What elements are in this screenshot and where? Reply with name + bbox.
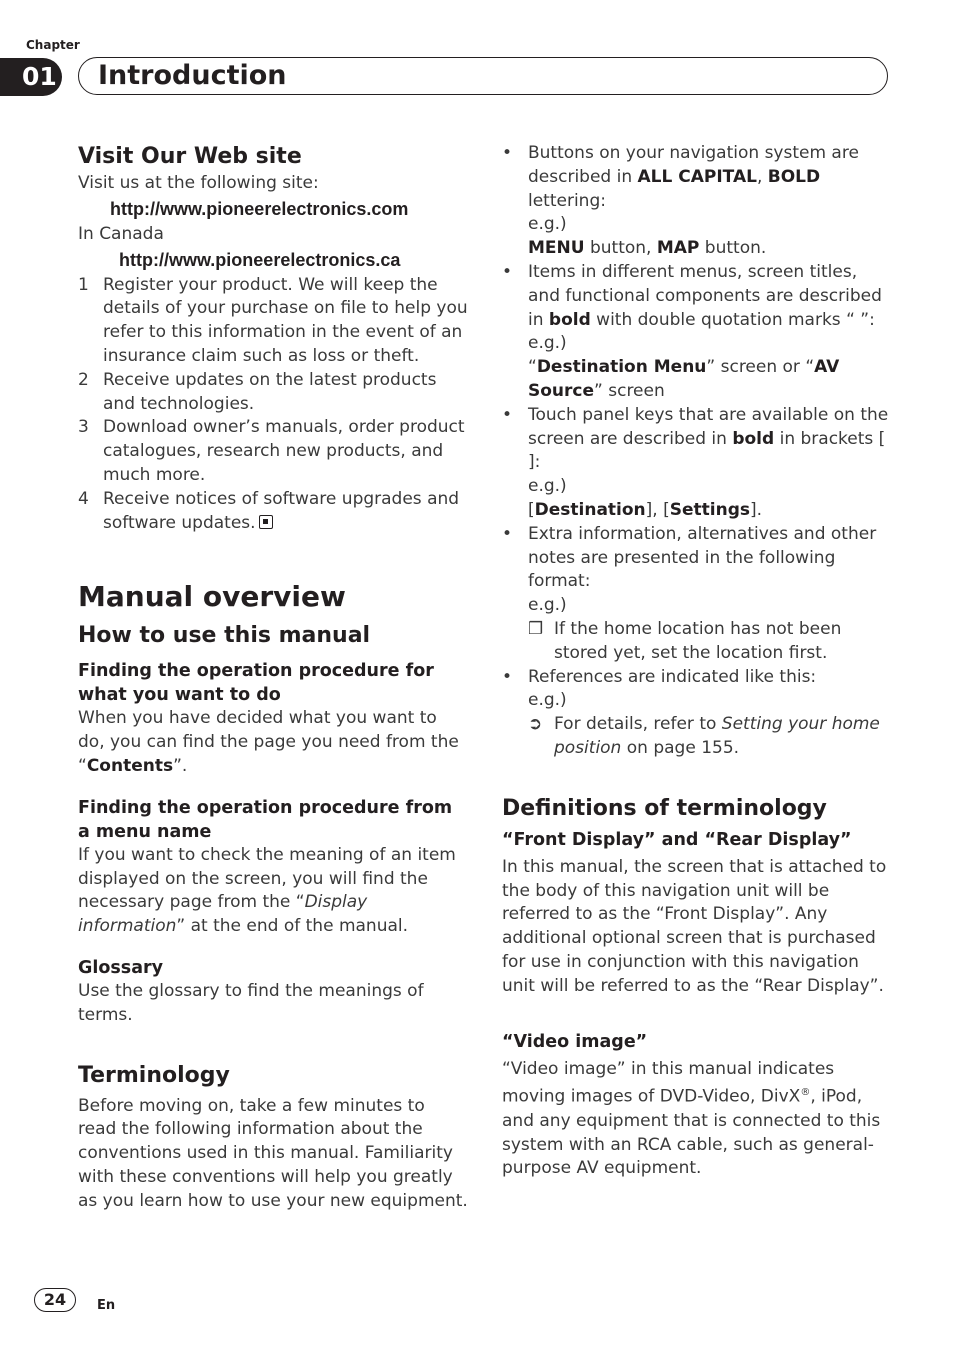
list-item: 4 Receive notices of software upgrades and software updates. [78,488,460,533]
list-item: 2 Receive updates on the latest products and technologies. [78,369,437,414]
page-number: 24 [34,1288,76,1312]
finding-menu-heading: Finding the operation procedure from a menu name [78,797,453,842]
note-box-icon: ❒ [528,618,544,639]
video-image-heading: “Video image” [502,1031,648,1052]
list-item: • Items in different menus, screen titles, and functional components are described in bold with double quotation marks “ ”: e.g.) “Destination Menu” screen or “AV Source” screen [502,261,882,401]
arrow-icon: ➲ [528,714,543,735]
right-column [502,142,894,1181]
list-item: 1 Register your product. We will keep the details of your purchase on file to help you refer to this information in the event of an insurance claim such as loss or theft. [78,274,468,366]
manual-overview-heading: Manual overview [78,580,346,614]
conventions-list [502,142,894,761]
visit-intro: Visit us at the following site: [78,173,319,193]
finding-procedure-text: When you have decided what you want to do, you can find the page you need from the “Contents”. [78,708,459,776]
list-item: • Touch panel keys that are available on the screen are described in bold in brackets [ ]: e.g.) [Destination], [Settings]. [502,404,889,520]
list-item: • References are indicated like this: e.g.) ➲ For details, refer to Setting your home position on page 155. [502,666,894,761]
benefits-list [78,274,468,536]
note-example: ❒ If the home location has not been stored yet, set the location first. [528,618,842,663]
chapter-title: Introduction [98,60,287,91]
glossary-heading: Glossary [78,957,164,978]
left-column [78,142,468,1214]
visit-heading: Visit Our Web site [78,144,302,169]
terminology-text: Before moving on, take a few minutes to read the following information about the conventions used in this manual. Familiarity with these conventions will help you greatly as you learn how to use your new equipment. [78,1095,468,1211]
how-to-use-heading: How to use this manual [78,623,371,649]
reference-example: ➲ For details, refer to Setting your home position on page 155. [528,714,880,758]
video-image-text: “Video image” in this manual indicates moving images of DVD-Video, DivX®, iPod, and any equipment that is connected to this system with an RCA cable, such as general-purpose AV equipment. [502,1058,881,1179]
language-label: En [97,1298,116,1313]
front-rear-heading: “Front Display” and “Rear Display” [502,829,852,850]
finding-menu-text: If you want to check the meaning of an item displayed on the screen, you will find the necessary page from the “Display information” at the end of the manual. [78,844,456,937]
list-item: 3 Download owner’s manuals, order product catalogues, research new products, and much more. [78,417,465,485]
url-canada[interactable]: http://www.pioneerelectronics.ca [119,249,401,270]
terminology-heading: Terminology [78,1062,230,1088]
list-item: • Extra information, alternatives and other notes are presented in the following format: e.g.) ❒ If the home location has not been stored yet, set the location first. [502,523,894,666]
url-us[interactable]: http://www.pioneerelectronics.com [110,198,409,219]
definitions-heading: Definitions of terminology [502,795,827,821]
front-rear-text: In this manual, the screen that is attached to the body of this navigation unit will be referred to as the “Front Display”. Any additional optional screen that is purchased for use in conjunction with this navigation unit will be referred to as the “Rear Display”. [502,856,887,996]
chapter-label: Chapter [26,38,80,52]
list-item: • Buttons on your navigation system are described in ALL CAPITAL, BOLD lettering: e.g.) MENU button, MAP button. [502,143,859,259]
in-canada-label: In Canada [78,223,164,244]
end-mark-icon [259,515,273,529]
chapter-number: 01 [0,58,62,96]
finding-procedure-heading: Finding the operation procedure for what you want to do [78,661,434,706]
glossary-text: Use the glossary to find the meanings of terms. [78,980,424,1025]
